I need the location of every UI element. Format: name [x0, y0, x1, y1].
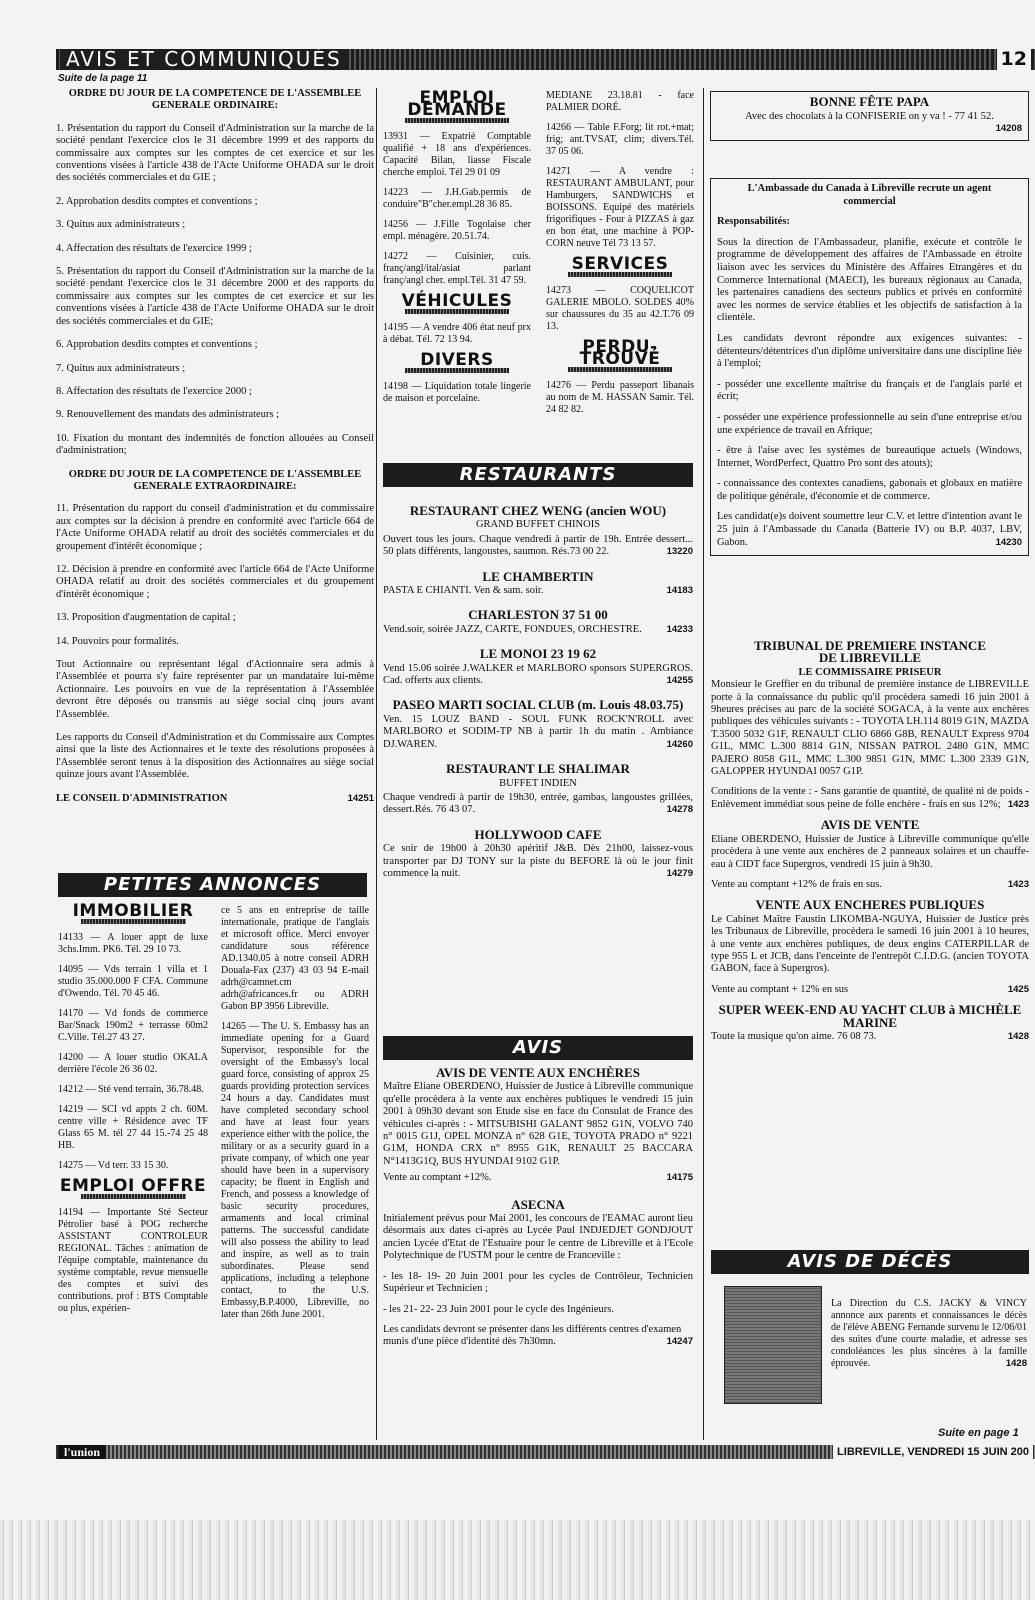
restaurant-text: Chaque vendredi à partir de 19h30, entrée, gambas, langoustes grillées, dessert.Rés. 76 43 07. [383, 791, 693, 816]
vehicules-heading: VÉHICULES [383, 295, 531, 314]
classified-ad: 14133 — A louer appt de luxe 3chs.Imm. PK6. Tél. 29 10 73. [58, 932, 208, 955]
deces-row [831, 1298, 1027, 1370]
section-title: AVIS ET COMMUNIQUÉS [60, 49, 348, 70]
restaurant-name: PASEO MARTI SOCIAL CLUB (m. Louis 48.03.75) [392, 697, 684, 713]
classified-ad: 14095 — Vds terrain 1 villa et 1 studio 35.000.000 F CFA. Commune d'Owendo. Tél. 70 45 46. [58, 964, 208, 999]
ref-number: 14208 [995, 123, 1022, 135]
suite-de-label: Suite de la page 11 [58, 73, 148, 84]
canada-p7-row [717, 511, 1022, 549]
ref-number: 1428 [1005, 1358, 1027, 1369]
ref-number: 13220 [666, 546, 693, 558]
ad-14265: 14265 — The U. S. Embassy has an immediate opening for a Guard Supervisor, responsible for the oversight of the Embassy's local guard force, consisting of approx 25 guards providing protection services 24 hours a day. Candidates must have completed secondary school and have at least four years experience either with the police, the military or as a security guard in a private company, of which one year should have been in a supervisory capacity; be fluent in English and French, and possess a knowledge of basic security procedures, armaments and local criminal patterns. The successful candidate will also possess the ability to lead and inspire, as well as to train subordinates. Please send applications, including a telephone contact, to the U.S. Embassy,B.P.4000, Libreville, no later than 26th June 2001. [221, 1021, 369, 1320]
encheres-last: Vente au comptant + 12% en sus [711, 983, 849, 995]
heading-age: ORDRE DU JOUR DE LA COMPETENCE DE L'ASSEMBLEE GENERALE EXTRAORDINAIRE: [68, 468, 362, 492]
classified-ad: 14276 — Perdu passeport libanais au nom de M. HASSAN Samir. Tél. 24 82 82. [546, 380, 694, 415]
ordre-du-jour-column [56, 88, 374, 805]
perdu-trouve-heading: PERDU-TROUVÉ [546, 341, 694, 372]
restaurant-subtitle: BUFFET INDIEN [499, 777, 577, 789]
yacht-text: Toute la musique qu'on aime. 76 08 73. [711, 1030, 877, 1042]
divers-ads [383, 381, 531, 405]
divers-heading: DIVERS [383, 354, 531, 373]
restaurant-name: RESTAURANT CHEZ WENG (ancien WOU) [409, 503, 667, 518]
restaurant-details [383, 624, 693, 636]
classified-ad: 14219 — SCI vd appts 2 ch. 60M. centre ville + Résidence avec TF Glass 65 M. tél 27 44 15.-74 25 48 HB. [58, 1104, 208, 1151]
immobilier-column [58, 901, 208, 1323]
fete-text: Avec des chocolats à la CONFISERIE on y va ! - 77 41 52. [745, 110, 994, 122]
ref-number: 14260 [666, 738, 693, 750]
avis-vente-text: Eliane OBERDENO, Huissier de Justice à Libreville communique qu'elle procèdera à une vente aux enchères de 2 panneaux solaires et un chauffe-eau à CIDT face Supergros, vendredi 15 juin à 9h30. [711, 833, 1029, 870]
agenda-item: 11. Présentation du rapport du conseil d'administration et du commissaire aux comptes sur la décision à prendre en conformité avec l'article 664 de l'Acte Uniforme OHADA relatif au droit des sociétés commerciales et du groupement d'intérêt économique ; [56, 503, 374, 552]
agenda-item: 2. Approbation desdits comptes et conventions ; [56, 195, 258, 207]
ref-number: 14233 [666, 623, 693, 635]
petites-annonces-banner: PETITES ANNONCES [58, 873, 367, 897]
column-rule [703, 88, 704, 1440]
avis-deces-banner: AVIS DE DÉCÈS [711, 1250, 1029, 1274]
classified-ad: 14223 — J.H.Gab.permis de conduire"B"cher.empl.28 36 85. [383, 187, 531, 210]
ref-number: 14278 [666, 804, 693, 816]
classified-ad: 14170 — Vd fonds de commerce Bar/Snack 190m2 + terrasse 60m2 C.Ville. Tél.27 43 27. [58, 1008, 208, 1043]
asecna-footer [383, 1324, 693, 1349]
emploi-demande-column [383, 88, 531, 413]
restaurant-listing [383, 826, 693, 881]
ref-number: 14247 [666, 1336, 693, 1348]
misc-ads [546, 90, 694, 250]
restaurant-name: LE MONOI 23 19 62 [479, 646, 597, 662]
classified-ad: 14200 — A louer studio OKALA derrière l'école 26 36 02. [58, 1052, 208, 1075]
classified-ad: 14195 — A vendre 406 état neuf prx à débat. Tél. 72 13 94. [383, 322, 531, 345]
ref-number: 14251 [347, 792, 374, 804]
agenda-item: 9. Renouvellement des mandats des administrateurs ; [56, 409, 280, 421]
services-column [546, 90, 694, 424]
tribunal-sub: LE COMMISSAIRE PRISEUR [798, 666, 942, 678]
agenda-item: 3. Quitus aux administrateurs ; [56, 219, 186, 231]
services-heading: SERVICES [546, 258, 694, 277]
classified-ad: 13931 — Expatrié Comptable qualifié + 18 ans d'expériences. Capacité Bilan, liasse Fiscale cherche emploi. Tél 29 01 09 [383, 131, 531, 178]
restaurant-listing [383, 505, 693, 559]
restaurant-listing [383, 763, 693, 817]
immobilier-heading: IMMOBILIER [58, 905, 208, 924]
ref-number: 14183 [666, 585, 693, 597]
classified-ad: 14198 — Liquidation totale lingerie de maison et porcelaine. [383, 381, 531, 404]
asecna-p2: - les 18- 19- 20 Juin 2001 pour les cycles de Contrôleur, Technicien Supérieur et Technicien ; [383, 1270, 693, 1295]
agenda-item: 1. Présentation du rapport du Conseil d'Administration sur la marche de la société pendant l'exercice clos le 31 décembre 1999 et des rapports du commissaire aux comptes sur les comptes de cet exercice et sur les conventions visées à l'article 438 de l'Acte Uniforme OHADA sur le droit des sociétés commerciales et du GIE ; [56, 122, 374, 184]
yacht-title: SUPER WEEK-END AU YACHT CLUB à MICHÈLE MARINE [718, 1002, 1022, 1030]
portrait-photo [724, 1286, 822, 1404]
items-ago [56, 123, 374, 458]
restaurants-banner: RESTAURANTS [383, 463, 693, 487]
yacht-row [711, 1031, 1029, 1043]
classified-ad: 14275 — Vd terr. 33 15 30. [58, 1160, 169, 1171]
classified-ad: 14273 — COQUELICOT GALERIE MBOLO. SOLDES 40% sur chaussures du 35 au 42.T.76 09 13. [546, 285, 694, 332]
restaurant-name: CHARLESTON 37 51 00 [468, 607, 608, 623]
classified-ad: 14256 — J.Fille Togolaise cher empl. ménagère. 20.51.74. [383, 219, 531, 242]
restaurant-subtitle: GRAND BUFFET CHINOIS [475, 519, 601, 531]
restaurant-details [383, 585, 693, 597]
para-rapports: Les rapports du Conseil d'Administration et du Commissaire aux Comptes ainsi que la liste des Actionnaires et le texte des résolutions proposées à l'Assemblée seront tenus à la disposition des Actionnaires au siège social quinze jours avant l'Assemblée. [56, 732, 374, 781]
agenda-item: 7. Quitus aux administrateurs ; [56, 362, 186, 374]
services-ads [546, 285, 694, 333]
agenda-item: 14. Pouvoirs pour formalités. [56, 635, 179, 647]
restaurant-details [383, 843, 693, 880]
ref-number: 14255 [666, 675, 693, 687]
avis-vente-footer [383, 1172, 693, 1184]
signature-line [56, 793, 374, 805]
agenda-item: 13. Proposition d'augmentation de capital ; [56, 612, 236, 624]
ad-14194-cont: ce 5 ans en entreprise de taille internationale, pratique de l'anglais et microsoft office. Merci envoyer candidature sous référence AD.1340.05 à notre conseil ADRH Douala-Fax (237) 43 03 94 E-mail adrh@camnet.cm adrh@africances.fr ou ADRH Gabon BP 3956 Libreville. [221, 905, 369, 1012]
ref-number: 1428 [1007, 1030, 1029, 1042]
restaurant-name: LE CHAMBERTIN [482, 568, 594, 584]
classified-ad: 14212 — Sté vend terrain, 36.78.48. [58, 1084, 204, 1095]
perdu-trouve-ads [546, 380, 694, 416]
issue-date: LIBREVILLE, VENDREDI 15 JUIN 200 [833, 1445, 1033, 1459]
canada-title: L'Ambassade du Canada à Libreville recrute un agent commercial [747, 183, 992, 207]
canada-resp: Responsabilités: [717, 216, 790, 228]
ref-number: 14279 [666, 867, 693, 879]
avis-vente-last: Vente au comptant +12%. [383, 1172, 492, 1184]
ref-number: 14230 [995, 536, 1022, 548]
tribunal-cond: Conditions de la vente : - Sans garantie de quantité, de qualité ni de poids - Enlèvement immédiat sous peine de folle enchère - frais en sus 12%; [711, 786, 1029, 810]
canada-p3: - posséder une excellente maîtrise du français et de l'anglais parlé et écrit; [717, 378, 1022, 403]
asecna-p3: - les 21- 22- 23 Juin 2001 pour le cycle des Ingénieurs. [383, 1303, 614, 1315]
annonces-legales [711, 640, 1029, 1051]
avis-banner: AVIS [383, 1036, 693, 1060]
restaurant-listing [383, 648, 693, 687]
avis-vente-title: AVIS DE VENTE [820, 817, 920, 833]
restaurant-text: Ven. 15 LOUZ BAND - SOUL FUNK ROCK'N'ROLL avec MARLBORO et SODIM-TP NB à partir 1h du matin . Ambiance DJ.WAREN. [383, 713, 693, 750]
asecna-p1: Initialement prévus pour Mai 2001, les concours de l'EAMAC auront lieu désormais aux dates ci-après au Lycée Paul INDJEDJET GONDJOUT ancien Lycée d'Etat de l'Estuaire pour le centre de Libreville et à l'Ecole Polytechnique de l'USTM pour le centre de Franceville : [383, 1213, 693, 1262]
immobilier-ads [58, 932, 208, 1172]
restaurant-name: HOLLYWOOD CAFE [474, 826, 602, 842]
asecna-p4: Les candidats devront se présenter dans les différents centres d'examen munis d'une pièce d'identité dès 7h30mn. [383, 1323, 682, 1348]
column-rule [376, 88, 377, 1440]
para-actionnaires: Tout Actionnaire ou représentant légal d'Actionnaire sera admis à l'Assemblée et pourra s'y faire représenter par un mandataire lui-même Actionnaire. Les pouvoirs en vue de la représentation à l'Assemblée devront être déposés ou transmis au siège social cinq jours avant l'Assemblée. [56, 659, 374, 720]
page-number: 12 [997, 49, 1031, 70]
avis-section [383, 1065, 693, 1349]
avis-vente-title: AVIS DE VENTE AUX ENCHÈRES [436, 1065, 640, 1080]
canada-p4: - posséder une expérience professionnelle au sein d'une entreprise et/ou une expérience de travail en Afrique; [717, 411, 1022, 436]
avis-vente-last: Vente au comptant +12% de frais en sus. [711, 878, 882, 890]
restaurant-text: Ce soir de 19h00 à 20h30 apéritif J&B. Dès 21h00, laissez-vous transporter par DJ TONY sur la piste du BEFORE là où le jour finit commence la nuit. [383, 843, 693, 879]
classified-ad: MEDIANE 23.18.81 - face PALMIER DORÉ. [546, 90, 694, 113]
agenda-item: 5. Présentation du rapport du Conseil d'Administration sur la marche de la société pendant l'exercice clos le 31 décembre 2000 et des rapports du commissaire aux comptes sur les comptes de cet exercice et sur les conventions visées à l'article 438 de l'Acte Uniforme OHADA sur le droit des sociétés commerciales et du GIE; [56, 266, 374, 327]
ad-14194: 14194 — Importante Sté Secteur Pétrolier basé à POG recherche ASSISTANT CONTROLEUR REGIONAL. Tâches : animation de l'équipe comptable, maintenance du système comptable, revue mensuelle des comptes et suivi des contributions. prof : BTS Comptable ou plus, expérien- [58, 1207, 208, 1314]
classified-ad: 14271 — A vendre : RESTAURANT AMBULANT, pour Hamburgers, SANDWICHS et BOISSONS. Equipé des matériels frigorifiques - Four à PIZZAS à gaz en bon état, une machine à POP-CORN neuve Tél 73 13 57. [546, 166, 694, 249]
vehicules-ads [383, 322, 531, 346]
avis-vente-text: Maître Eliane OBERDENO, Huissier de Justice à Libreville communique qu'elle procèdera à la vente aux enchères publiques le vendredi 15 juin 2001 à 09h30 devant son Etude sise en face du Consulat de France des véhicules ci-après : - MITSUBISHI GALANT 9852 G1N, VOLVO 740 n° 0015 G1J, OPEL MONZA n° 628 G1E, TOYOTA PRADO n° 9221 G1M, HONDA CRX n° 8955 G1K, RENAULT 25 BACCARA N°1413G1Q, BUS HYUNDAI 9102 G1P. [383, 1081, 693, 1167]
restaurants-list [383, 497, 693, 892]
items-age [56, 503, 374, 648]
restaurant-details [383, 534, 693, 559]
restaurant-details [383, 714, 693, 751]
union-logo: l'union [58, 1445, 106, 1459]
canada-p1: Sous la direction de l'Ambassadeur, planifie, exécute et contrôle le programme de développement des affaires de l'Ambassade en étroite liaison avec les services du Ministère des Affaires Etrangères et du Commerce International (MAECI), les bureaux régionaux au Canada, les partenaires canadiens des secteurs publics et privés en conformité avec les normes de service établies et les objectifs de satisfaction à la clientèle. [717, 236, 1022, 324]
restaurant-listing [383, 699, 693, 751]
restaurant-details [383, 663, 693, 688]
ref-number: 14175 [666, 1172, 693, 1184]
deces-text: La Direction du C.S. JACKY & VINCY annonce aux parents et connaissances le décès de l'élève ABENG Fernande survenu le 12/06/01 des suites d'une courte maladie, et adresse ses condoléances les plus sincères à la famille éprouvée. [831, 1298, 1027, 1369]
encheres-text: Le Cabinet Maître Faustin LIKOMBA-NGUYA, Huissier de Justice près les Tribunaux de Libreville, procèdera le samedi 16 juin 2001 à 10 heures, à une vente aux enchères publiques, de deux engins CATERPILLAR de type 955 L et JCB, dans l'enceinte de l'entrepôt C.I.D.G. (ancien TOYOTA GABON, face à Supergros). [711, 913, 1029, 975]
restaurant-name: RESTAURANT LE SHALIMAR [446, 761, 630, 777]
suite-en-label: Suite en page 1 [938, 1427, 1019, 1439]
canada-p7: Les candidat(e)s doivent soumettre leur C.V. et lettre d'intention avant le 25 juin à l'Ambassade du Canada (Batterie IV) ou B.P. 4037, LBV, Gabon. [717, 511, 1022, 548]
ambassade-canada-box [710, 178, 1029, 556]
classified-ad: 14272 — Cuisinier, cuis. franç/angl/ital/asiat parlant franç/angl cher. empl.Tél. 31 47 59. [383, 251, 531, 286]
encheres-title: VENTE AUX ENCHERES PUBLIQUES [755, 897, 985, 913]
canada-p6: - connaissance des contextes canadiens, gabonais et globaux en matière de politique générale, d'économie et de commerce. [717, 478, 1022, 502]
signature: LE CONSEIL D'ADMINISTRATION [56, 792, 228, 804]
restaurant-listing [383, 609, 693, 636]
agenda-item: 8. Affectation des résultats de l'exercice 2000 ; [56, 385, 252, 397]
ref-number: 1423 [1007, 798, 1029, 810]
canada-p5: - être à l'aise avec les systèmes de bureautique actuels (Windows, Internet, WordPerfect, Quattro Pro sont des atouts); [717, 445, 1022, 469]
ref-number: 1425 [1007, 983, 1029, 995]
deces-text-block [831, 1298, 1027, 1378]
agenda-item: 4. Affectation des résultats de l'exercice 1999 ; [56, 242, 252, 254]
restaurant-listing [383, 568, 693, 598]
heading-ago: ORDRE DU JOUR DE LA COMPETENCE DE L'ASSEMBLEE GENERALE ORDINAIRE: [68, 88, 362, 112]
restaurant-text: Ouvert tous les jours. Chaque vendredi à partir de 19h. Entrée dessert... 50 plats différents, langoustes, saumon. Rés.73 00 22. [383, 533, 693, 558]
encheres-last-row [711, 984, 1029, 996]
agenda-item: 6. Approbation desdits comptes et conventions ; [56, 339, 258, 351]
restaurant-details [383, 792, 693, 817]
emploi-offre-heading: EMPLOI OFFRE [58, 1180, 208, 1199]
canada-p2: Les candidats devront répondre aux exigences suivantes: - détenteurs/détentrices d'un diplôme universitaire dans une discipline liée à l'emploi; [717, 332, 1022, 370]
emploi-demande-heading: EMPLOI DEMANDE [383, 92, 531, 123]
tribunal-cond-row [711, 786, 1029, 811]
fete-ref-row [717, 123, 1022, 135]
emploi-demande-ads [383, 131, 531, 287]
bonne-fete-box [710, 91, 1029, 141]
tribunal-text: Monsieur le Greffier en du tribunal de première instance de LIBREVILLE porte à la connaissance du public qu'il procèdera samedi 16 juin 2001 à 9heures précises au parc de la société SOGACA, à la vente aux enchères publiques des véhicules suivants : - TOYOTA LH.114 8019 G1N, MAZDA T.3500 5032 G1F, RENAULT CLIO 6866 G8B, RENAULT Express 9704 G1L, MMC L.300 8814 G1N, NISSAN PATROL 2480 G1N, MMC PAJERO 8058 G1L, MMC L.300 9851 G1N, MMC L.300 2339 G1N, GALOPPER HYUNDAI 0057 G1P. [711, 679, 1029, 778]
restaurant-text: PASTA E CHIANTI. Ven & sam. soir. [383, 585, 544, 597]
restaurant-text: Vend 15.06 soirée J.WALKER et MARLBORO sponsors SUPERGROS. Cad. offerts aux clients. [383, 662, 693, 687]
scan-edge [0, 1520, 1035, 1600]
agenda-item: 12. Décision à prendre en conformité avec l'article 664 de l'Acte Uniforme OHADA relatif au droit des sociétés commerciales et du groupement d'intérêt économique ; [56, 563, 374, 600]
agenda-item: 10. Fixation du montant des indemnités de fonction allouées au Conseil d'administration; [56, 432, 374, 457]
ref-number: 1423 [1007, 878, 1029, 890]
classified-ad: 14266 — Table F.Forg; lit rot.+mat; frig; ant.TVSAT, clim; divers.Tél. 37 05 06. [546, 122, 694, 157]
avis-vente-last-row [711, 879, 1029, 891]
fete-title: BONNE FÊTE PAPA [809, 94, 930, 109]
asecna-title: ASECNA [511, 1196, 565, 1212]
emploi-offre-column [221, 905, 369, 1329]
tribunal-title: TRIBUNAL DE PREMIERE INSTANCE DE LIBREVILLE [754, 638, 986, 666]
restaurant-text: Vend.soir, soirée JAZZ, CARTE, FONDUES, ORCHESTRE. [383, 623, 642, 635]
